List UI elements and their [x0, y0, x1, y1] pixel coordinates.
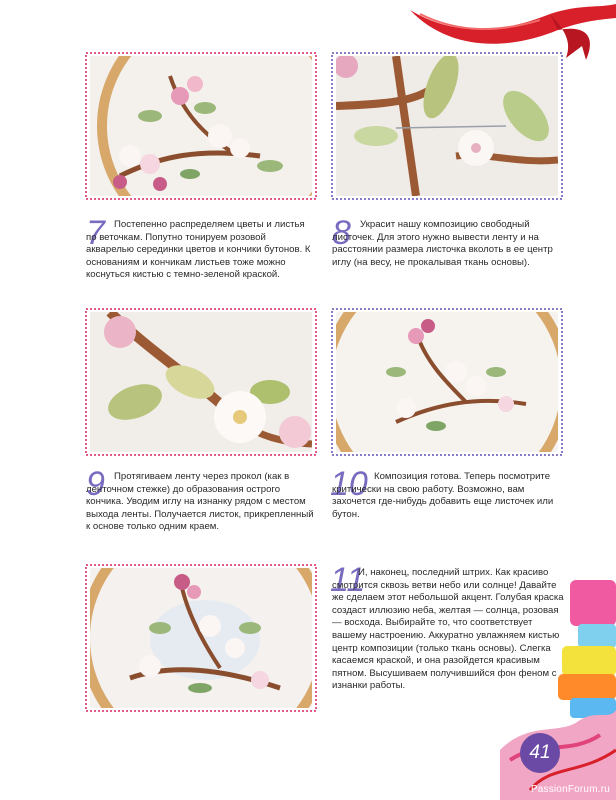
- footer-site-watermark: PassionForum.ru: [530, 784, 610, 795]
- photo-step-9: [90, 312, 312, 452]
- step-number-7: 7: [86, 214, 105, 252]
- page-number-badge: 41: [520, 733, 560, 773]
- step-number-8: 8: [332, 214, 351, 252]
- photo-step-11: [90, 568, 312, 708]
- step-text-8: Украсит нашу композицию свободный листочек. Для этого нужно вывести ленту и на расстоянии размера листочка вколоть в ее центр иглу (на весу, не прокалывая ткань основы).: [332, 219, 553, 268]
- step-text-9: Протягиваем ленту через прокол (как в ленточном стежке) до образования острого кончика. Уводим иглу на изнанку рядом с местом выхода ленты. Получается листок, прикрепленный к основе только одним краем.: [86, 471, 314, 533]
- step-number-10: 10: [330, 465, 368, 503]
- step-number-11: 11: [330, 561, 366, 599]
- photo-step-7: [90, 56, 312, 196]
- photo-step-10: [336, 312, 558, 452]
- step-number-9: 9: [86, 465, 105, 503]
- photo-step-8: [336, 56, 558, 196]
- step-text-10: Композиция готова. Теперь посмотрите критически на свою работу. Возможно, вам захочется где-нибудь добавить еще листочек или бутон.: [332, 471, 554, 520]
- step-text-11: И, наконец, последний штрих. Как красиво смотрится сквозь ветви небо или солнце! Давайте же сделаем этот небольшой акцент. Голубая краска создаст иллюзию неба, желтая — солнца, розовая — восхода. Выбирайте то, что соответствует вашему настроению. Аккуратно увлажняем кистью центр композиции (только ткань основы). Слегка касаемся краской, и она разойдется красивым пятном. Высушиваем получившийся фон феном с изнанки работы.: [332, 567, 564, 692]
- step-text-7: Постепенно распределяем цветы и листья по веточкам. Попутно тонируем розовой акварелью серединки цветов и кончики бутонов. К основаниям и кончикам листьев тоже можно коснуться кистью с темно-зеленой краской.: [86, 219, 311, 281]
